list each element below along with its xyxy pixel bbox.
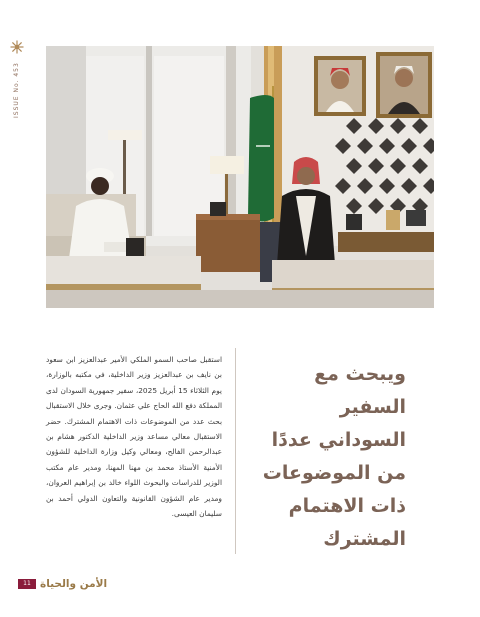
magazine-title: الأمن والحياة [40,578,108,590]
page-number-badge: 11 [18,579,36,589]
column-divider [235,348,236,554]
article-body: استقبل صاحب السمو الملكي الأمير عبدالعزيز ابن سعود بن نايف بن عبدالعزيز وزير الداخلية، في مكتبه بالوزارة، يوم الثلاثاء 15 أبريل 2025، سفير جمهورية السودان لدى المملكة دفع الله الحاج علي عثمان. وجرى خلال الاستقبال بحث عدد من الموضوعات ذات الاهتمام المشترك. حضر الاستقبال معالي مساعد وزير الداخلية الدكتور هشام بن عبدالرحمن الفالح، ومعالي وكيل وزارة الداخلية للشؤون الأمنية الأستاذ محمد بن مهنا المهنا، ومدير عام مكتب الوزير للدراسات والبحوث اللواء خالد بن إبراهيم العروان، ومدير عام الشؤون القانونية والتعاون الدولي أحمد بن سليمان العيسى. [46,355,222,519]
magazine-logo-icon [10,40,24,54]
meeting-photo [46,46,434,308]
article-headline: ويبحث مع السفير السوداني عددًا من الموضوعات ذات الاهتمام المشترك [262,363,406,550]
issue-number: ISSUE No. 453 [13,62,20,118]
